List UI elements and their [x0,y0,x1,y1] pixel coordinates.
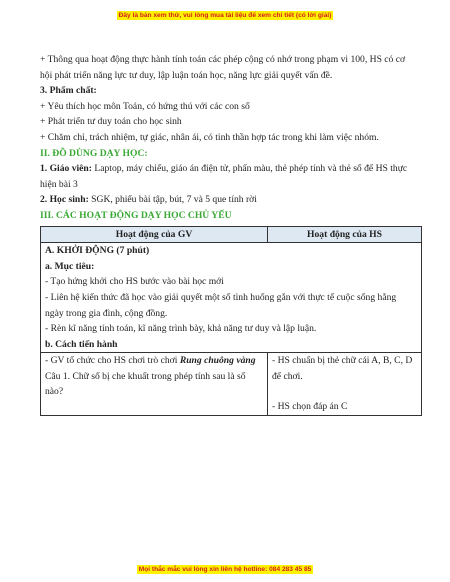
section-khoi-dong: A. KHỞI ĐỘNG (7 phút) [45,245,150,257]
muc-tieu-1: - Tạo hứng khởi cho HS bước vào bài học mới [45,276,224,288]
label-hoc-sinh: 2. Học sinh: [40,194,89,206]
hs-activity-1: - HS chuẩn bị thẻ chữ cái A, B, C, D để chơi. [272,355,413,382]
header-hs: Hoạt động của HS [268,226,422,243]
paragraph-pc1: + Yêu thích học môn Toán, có hứng thú với các con số [40,100,250,112]
footer-notice-text: Mọi thắc mắc vui lòng xin liên hệ hotline: 084 283 45 85 [138,566,312,573]
text-giao-vien: Laptop, máy chiếu, giáo án điện tử, phấn màu, thẻ phép tính và thẻ số để HS thực hiện bài 3 [40,163,408,190]
hs-activity-2: - HS chọn đáp án C [272,401,348,413]
label-giao-vien: 1. Giáo viên: [40,163,92,175]
paragraph-pc3: + Chăm chỉ, trách nhiệm, tự giác, nhân ái, có tinh thần hợp tác trong khi làm việc nhóm. [40,131,379,143]
header-gv: Hoạt động của GV [41,226,268,243]
paragraph-giao-vien [40,161,412,192]
heading-hoat-dong: III. CÁC HOẠT ĐỘNG DẠY HỌC CHỦ YẾU [40,209,232,221]
header-notice-text: Đây là bản xem thử, vui lòng mua tài liệu để xem chi tiết (có lời giải) [118,12,332,19]
muc-tieu-2: - Liên hệ kiến thức đã học vào giải quyết một số tình huống gắn với thực tế cuộc sống hằng ngày trong gia đình, cộng đồng. [45,291,397,319]
gv-activity-text: - GV tổ chức cho HS chơi trò chơi [45,355,180,367]
game-name: Rung chuông vàng [179,355,256,367]
cach-tien-hanh-heading: b. Cách tiến hành [45,338,118,350]
table-row [41,353,422,416]
hs-cell [268,353,422,416]
heading-do-dung: II. ĐỒ DÙNG DẠY HỌC: [40,147,148,159]
table-row [41,243,422,353]
header-notice [0,4,450,22]
paragraph-pc2: + Phát triển tư duy toán cho học sinh [40,116,182,128]
gv-question-1: Câu 1. Chữ số bị che khuất trong phép tính sau là số nào? [45,370,246,398]
text-hoc-sinh: SGK, phiếu bài tập, bút, 7 và 5 que tính rời [88,194,257,206]
heading-pham-chat: 3. Phẩm chất: [40,85,97,97]
table-header-row [41,226,422,243]
gv-activity [45,353,263,369]
footer-notice [0,558,450,576]
muc-tieu-heading: a. Mục tiêu: [45,260,95,272]
paragraph-hoc-sinh [40,192,412,208]
document-body [40,52,412,416]
muc-tieu-3: - Rèn kĩ năng tính toán, kĩ năng trình bày, khả năng tư duy và lập luận. [45,323,317,335]
paragraph-competency: + Thông qua hoạt động thực hành tính toán các phép cộng có nhớ trong phạm vi 100, HS có cơ hội phát triển năng lực tư duy, lập luận toán học, năng lực giải quyết vấn đề. [40,54,406,81]
gv-cell [41,353,268,416]
table-merged-cell [41,243,422,353]
activity-table [40,226,422,417]
